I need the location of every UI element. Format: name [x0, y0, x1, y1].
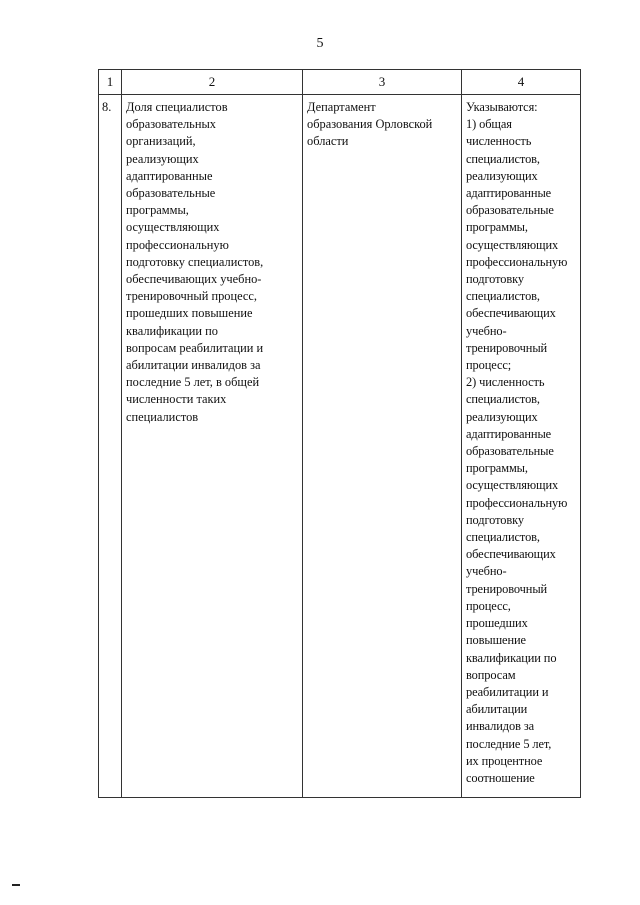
department-text: Департамент образования Орловской области: [307, 100, 433, 149]
indicator-table: [98, 69, 581, 798]
header-cell-1: 1: [99, 70, 122, 95]
table-header-row: [99, 70, 581, 95]
header-cell-3: 3: [303, 70, 462, 95]
scan-mark: [12, 884, 20, 886]
indicator-text: Доля специалистов образовательных организаций, реализующих адаптированные образовательные программы, осуществляющих профессиональную подготовку специалистов, обеспечивающих учебно- тренировочный процесс, прошедших повышение квалификации по вопросам реабилитации и абилитации инвалидов за последние 5 лет, в общей численности таких специалистов: [126, 100, 264, 424]
header-cell-4: 4: [462, 70, 581, 95]
header-cell-2: 2: [122, 70, 303, 95]
indicator-cell: [122, 95, 303, 798]
department-cell: [303, 95, 462, 798]
page-number: 5: [316, 36, 324, 51]
row-number: 8.: [99, 95, 122, 798]
notes-text: Указываются: 1) общая численность специалистов, реализующих адаптированные образовательные программы, осуществляющих профессиональную подготовку специалистов, обеспечивающих учебно- тренировочный процесс; 2) численность специалистов, реализующих адаптированные образовательные программы, осуществляющих профессиональную подготовку специалистов, обеспечивающих учебно- тренировочный процесс, прошедших повышение квалификации по вопросам реабилитации и абилитации инвалидов за последние 5 лет, их процентное соотношение: [466, 100, 568, 785]
table-row: [99, 95, 581, 798]
notes-cell: [462, 95, 581, 798]
